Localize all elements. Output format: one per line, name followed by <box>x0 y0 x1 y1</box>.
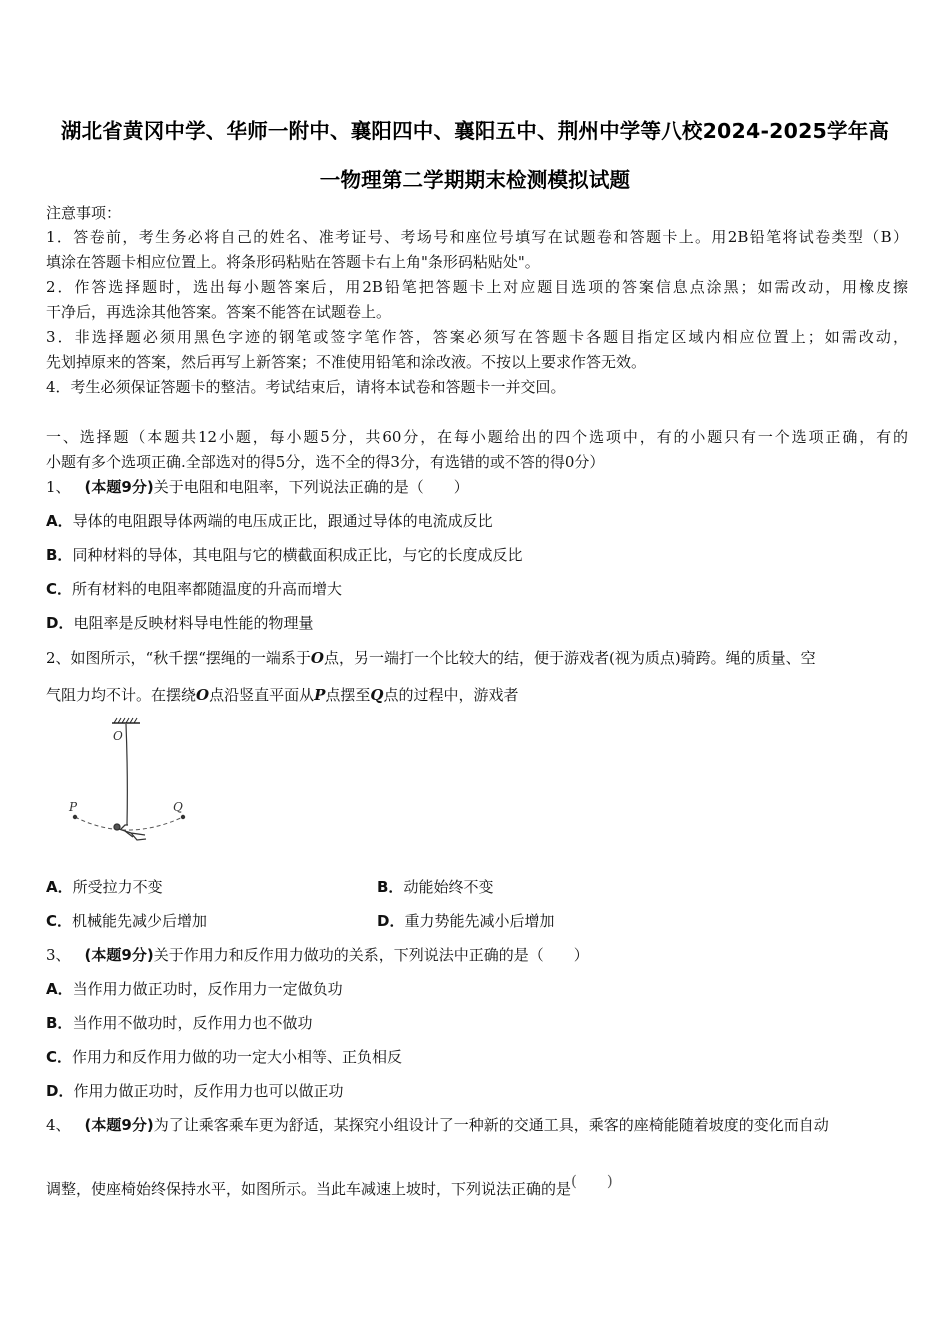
q2-option-c: C．机械能先减少后增加 <box>46 912 208 930</box>
rope <box>126 724 127 825</box>
note-3-line-1: 3．非选择题必须用黑色字迹的钢笔或签字笔作答，答案必须写在答题卡各题目指定区域内相应位置上；如需改动， <box>46 328 908 346</box>
question-2-stem-line-2: 气阻力均不计。在摆绕O点沿竖直平面从P点摆至Q点的过程中，游戏者 <box>46 686 519 704</box>
exam-title-line-2: 一物理第二学期期末检测模拟试题 <box>319 168 631 192</box>
q1-option-c: C．所有材料的电阻率都随温度的升高而增大 <box>46 580 343 598</box>
swing-figure <box>55 715 205 865</box>
label-p: P <box>69 800 78 814</box>
question-points: (本题9分) <box>84 478 154 496</box>
q3-option-c: C．作用力和反作用力做的功一定大小相等、正负相反 <box>46 1048 403 1066</box>
q1-option-a: A．导体的电阻跟导体两端的电压成正比，跟通过导体的电流成反比 <box>46 512 493 530</box>
q3-option-b: B．当作用不做功时，反作用力也不做功 <box>46 1014 313 1032</box>
question-2-stem-line-1: 2、如图所示，“秋千摆“摆绳的一端系于O点，另一端打一个比较大的结，便于游戏者(视为质点)骑跨。绳的质量、空 <box>46 649 816 667</box>
note-4: 4．考生必须保证答题卡的整洁。考试结束后，请将本试卷和答题卡一并交回。 <box>46 378 566 396</box>
exam-title-line-1: 湖北省黄冈中学、华师一附中、襄阳四中、襄阳五中、荆州中学等八校2024-2025学年高 <box>60 119 890 143</box>
question-4-stem-line-2: 调整，使座椅始终保持水平，如图所示。当此车减速上坡时，下列说法正确的是( ) <box>46 1172 613 1198</box>
note-1-line-2: 填涂在答题卡相应位置上。将条形码粘贴在答题卡右上角"条形码粘贴处"。 <box>46 253 540 271</box>
q2-option-a: A．所受拉力不变 <box>46 878 163 896</box>
point-p <box>73 815 77 819</box>
swing-arc <box>75 817 183 830</box>
section-heading-line-1: 一、选择题（本题共12小题，每小题5分，共60分，在每小题给出的四个选项中，有的小题只有一个选项正确，有的 <box>46 428 908 446</box>
label-o: O <box>113 729 123 743</box>
question-4-stem-line-1: 4、 (本题9分)为了让乘客乘车更为舒适，某探究小组设计了一种新的交通工具，乘客的座椅能随着坡度的变化而自动 <box>46 1116 829 1134</box>
note-1-line-1: 1．答卷前，考生务必将自己的姓名、准考证号、考场号和座位号填写在试题卷和答题卡上。用2B铅笔将试卷类型（B） <box>46 228 908 246</box>
q1-option-d: D．电阻率是反映材料导电性能的物理量 <box>46 614 314 632</box>
notes-heading: 注意事项： <box>46 204 122 222</box>
question-1-stem <box>46 477 908 497</box>
point-q <box>181 815 185 819</box>
label-q: Q <box>173 800 183 814</box>
question-text: 关于电阻和电阻率，下列说法正确的是（ ） <box>153 478 469 496</box>
note-2-line-1: 2．作答选择题时，选出每小题答案后，用2B铅笔把答题卡上对应题目选项的答案信息点涂黑；如需改动，用橡皮擦 <box>46 278 908 296</box>
q3-option-a: A．当作用力做正功时，反作用力一定做负功 <box>46 980 343 998</box>
player-figure <box>114 824 146 840</box>
section-heading-line-2: 小题有多个选项正确.全部选对的得5分，选不全的得3分，有选错的或不答的得0分） <box>46 453 605 471</box>
question-number: 1、 <box>46 478 71 496</box>
q2-option-d: D．重力势能先减小后增加 <box>377 912 555 930</box>
q1-option-b: B．同种材料的导体，其电阻与它的横截面积成正比，与它的长度成反比 <box>46 546 523 564</box>
question-3-stem: 3、 (本题9分)关于作用力和反作用力做功的关系，下列说法中正确的是（ ） <box>46 946 589 964</box>
q2-option-b: B．动能始终不变 <box>377 878 494 896</box>
q3-option-d: D．作用力做正功时，反作用力也可以做正功 <box>46 1082 344 1100</box>
note-3-line-2: 先划掉原来的答案，然后再写上新答案；不准使用铅笔和涂改液。不按以上要求作答无效。 <box>46 353 647 371</box>
note-2-line-2: 干净后，再选涂其他答案。答案不能答在试题卷上。 <box>46 303 392 321</box>
